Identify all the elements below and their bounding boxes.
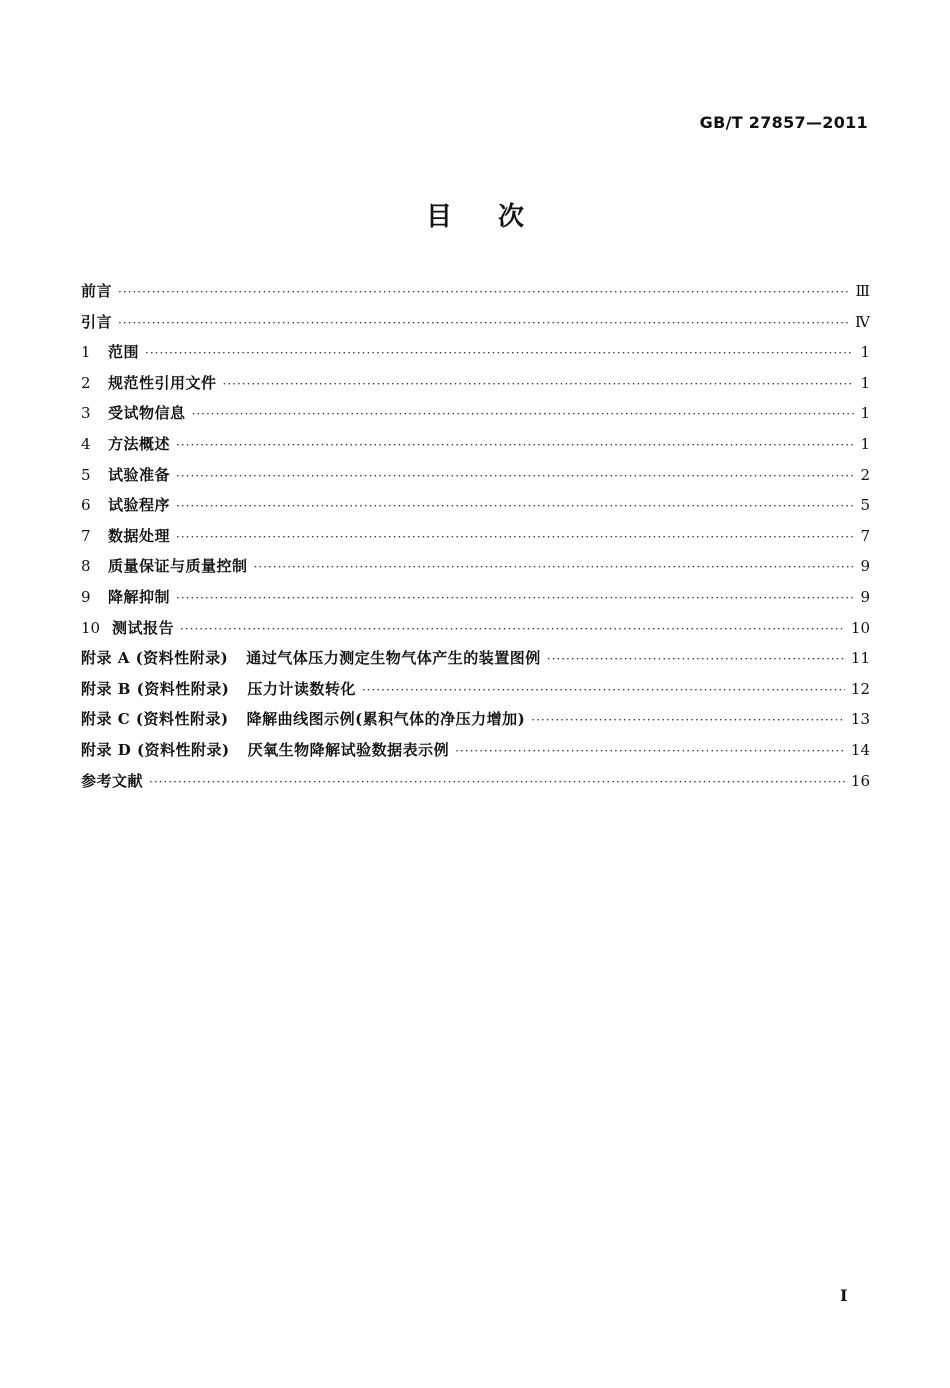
toc-label: 厌氧生物降解试验数据表示例 — [247, 740, 450, 759]
toc-page: 1 — [860, 373, 870, 392]
toc-page: 16 — [850, 771, 870, 790]
toc-page: Ⅳ — [855, 312, 870, 331]
toc-entry-3[interactable] — [81, 401, 870, 432]
toc-number: 5 — [81, 465, 91, 484]
toc-page: 9 — [860, 587, 870, 606]
toc-page: 1 — [860, 434, 870, 453]
toc-label: 压力计读数转化 — [247, 679, 356, 698]
toc-page: 11 — [850, 649, 870, 668]
toc-page: 10 — [850, 618, 870, 637]
toc-entry-annex-b[interactable] — [81, 677, 870, 708]
toc-entry-preface[interactable] — [81, 279, 870, 310]
leader-dots — [118, 280, 850, 304]
toc-number: 3 — [81, 404, 91, 423]
leader-dots — [176, 464, 854, 488]
leader-dots — [531, 708, 845, 732]
toc-label: 数据处理 — [108, 526, 171, 545]
toc-label: 通过气体压力测定生物气体产生的装置图例 — [246, 649, 541, 668]
toc-number: 4 — [81, 434, 91, 453]
leader-dots — [176, 525, 854, 549]
toc-entry-bibliography[interactable] — [81, 769, 870, 800]
toc-number: 9 — [81, 587, 91, 606]
toc-entry-7[interactable] — [81, 524, 870, 555]
leader-dots — [176, 494, 854, 518]
toc-number: 7 — [81, 526, 91, 545]
page-title: 目次 — [425, 202, 570, 232]
toc-page: 1 — [860, 404, 870, 423]
leader-dots — [176, 586, 854, 610]
leader-dots — [176, 433, 854, 457]
toc-page: 13 — [850, 710, 870, 729]
toc-label: 范围 — [108, 343, 140, 362]
toc-page: 12 — [850, 679, 870, 698]
toc-entry-annex-a[interactable] — [81, 646, 870, 677]
leader-dots — [455, 739, 845, 763]
toc-page: 7 — [860, 526, 870, 545]
toc-entry-6[interactable] — [81, 493, 870, 524]
toc-page: 2 — [860, 465, 870, 484]
toc-number: 1 — [81, 343, 91, 362]
toc-page: Ⅲ — [855, 282, 870, 300]
toc-label: 参考文献 — [81, 771, 144, 790]
toc-label: 方法概述 — [108, 434, 171, 453]
annex-tag: 附录 D (资料性附录) — [81, 740, 230, 759]
toc-entry-5[interactable] — [81, 463, 870, 494]
toc-label: 规范性引用文件 — [108, 373, 217, 392]
toc-entry-annex-d[interactable] — [81, 738, 870, 769]
leader-dots — [149, 770, 845, 794]
toc-page: 9 — [860, 557, 870, 576]
toc-label: 受试物信息 — [108, 404, 186, 423]
toc-entry-annex-c[interactable] — [81, 707, 870, 738]
toc-number: 6 — [81, 496, 91, 515]
toc-page: 14 — [850, 740, 870, 759]
leader-dots — [362, 678, 845, 702]
toc-label: 引言 — [81, 312, 113, 331]
toc-number: 10 — [81, 618, 101, 637]
toc-entry-1[interactable] — [81, 340, 870, 371]
toc-entry-2[interactable] — [81, 371, 870, 402]
toc-label: 测试报告 — [112, 618, 175, 637]
toc-entry-9[interactable] — [81, 585, 870, 616]
leader-dots — [192, 402, 854, 426]
toc-entry-8[interactable] — [81, 554, 870, 585]
annex-tag: 附录 C (资料性附录) — [81, 710, 229, 729]
annex-tag: 附录 A (资料性附录) — [81, 649, 229, 668]
toc-label: 试验程序 — [108, 496, 171, 515]
toc-entry-10[interactable] — [81, 616, 870, 647]
toc-label: 降解抑制 — [108, 587, 171, 606]
toc-page: 5 — [860, 496, 870, 515]
leader-dots — [145, 341, 854, 365]
page-number: Ⅰ — [840, 1286, 848, 1305]
toc-number: 8 — [81, 557, 91, 576]
toc-label: 前言 — [81, 282, 113, 300]
toc-entry-introduction[interactable] — [81, 310, 870, 341]
annex-tag: 附录 B (资料性附录) — [81, 679, 230, 698]
leader-dots — [180, 617, 845, 641]
standard-code: GB/T 27857—2011 — [699, 113, 868, 132]
leader-dots — [254, 555, 854, 579]
toc-entry-4[interactable] — [81, 432, 870, 463]
toc-label: 试验准备 — [108, 465, 171, 484]
toc-label: 质量保证与质量控制 — [108, 557, 248, 576]
toc-page: 1 — [860, 343, 870, 362]
leader-dots — [547, 647, 845, 671]
toc-number: 2 — [81, 373, 91, 392]
leader-dots — [223, 372, 854, 396]
leader-dots — [118, 311, 849, 335]
toc-label: 降解曲线图示例(累积气体的净压力增加) — [246, 710, 526, 729]
table-of-contents — [81, 279, 870, 799]
